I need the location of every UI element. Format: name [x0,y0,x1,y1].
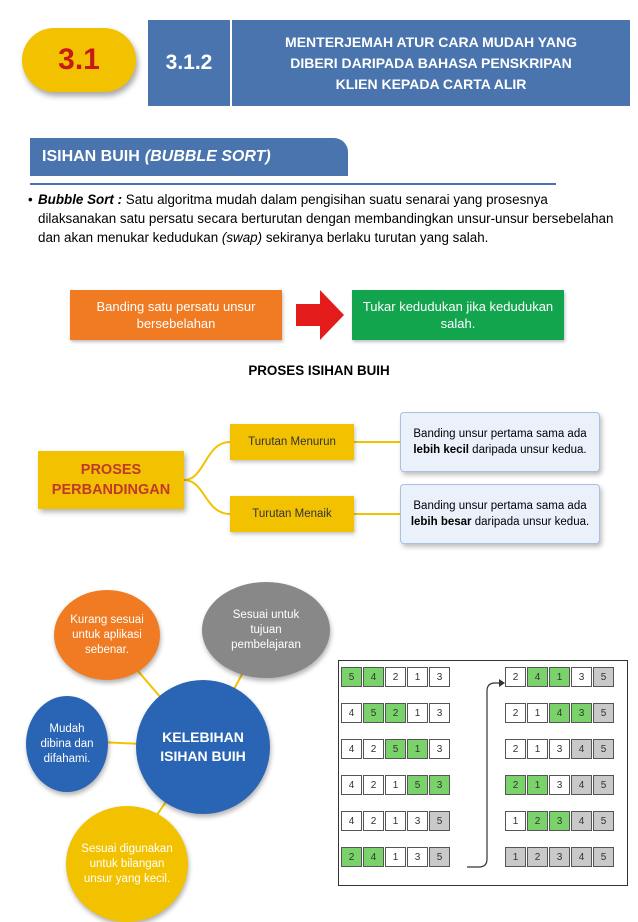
definition-term: Bubble Sort : [38,192,123,207]
sort-cell: 4 [571,739,592,759]
advantage-2-text: Sesuai untuk tujuan pembelajaran [231,608,301,651]
sort-cell: 2 [385,667,406,687]
left-pass-row [341,703,451,723]
sort-cell: 1 [527,703,548,723]
sort-cell: 1 [407,739,428,759]
advantage-3-text: Mudah dibina dan difahami. [40,722,94,765]
section-title-italic: (BUBBLE SORT) [144,148,271,165]
sort-cell: 3 [407,847,428,867]
sort-cell: 1 [407,667,428,687]
sort-cell: 4 [341,703,362,723]
descending-rule-post: daripada unsur kedua. [472,444,587,456]
sort-cell: 2 [363,811,384,831]
sort-cell: 4 [571,847,592,867]
sort-cell: 5 [385,739,406,759]
ascending-order [230,496,354,532]
sort-cell: 5 [593,811,614,831]
sort-cell: 5 [407,775,428,795]
sort-cell: 1 [505,811,526,831]
section-title-main: ISIHAN BUIH [42,148,140,165]
left-pass-row [341,739,451,759]
sort-cell: 3 [571,703,592,723]
definition-swap: (swap) [221,230,263,245]
sort-cell: 5 [593,847,614,867]
left-pass-row [341,775,451,795]
sort-cell: 3 [549,847,570,867]
flow-step-compare-label: Banding satu persatu unsur bersebelahan [96,299,256,331]
sort-cell: 4 [341,811,362,831]
right-pass-row [505,811,615,831]
right-pass-row [505,667,615,687]
sort-cell: 4 [363,667,384,687]
right-pass-row [505,703,615,723]
ascending-rule-bold: lebih besar [410,516,472,528]
sort-cell: 3 [429,739,450,759]
sort-cell: 4 [341,775,362,795]
sort-cell: 2 [527,811,548,831]
sort-cell: 4 [363,847,384,867]
sort-cell: 5 [593,667,614,687]
ascending-rule-post: daripada unsur kedua. [474,516,590,528]
definition-text-2: sekiranya berlaku turutan yang salah. [265,230,489,245]
chapter-number: 3.1 [58,43,100,76]
comparison-root [38,451,184,509]
sort-cell: 1 [407,703,428,723]
sort-cell: 2 [363,739,384,759]
descending-rule-pre: Banding unsur pertama sama ada [413,428,587,440]
sort-cell: 4 [527,667,548,687]
advantage-bubble-2 [202,582,330,678]
header-title-line-2: DIBERI DARIPADA BAHASA PENSKRIPAN [290,54,572,71]
right-pass-row [505,739,615,759]
sort-cell: 5 [363,703,384,723]
sort-cell: 2 [527,847,548,867]
sort-cell: 2 [505,739,526,759]
left-pass-row [341,811,451,831]
left-pass-row [341,667,451,687]
sort-cell: 1 [385,847,406,867]
sort-cell: 2 [363,775,384,795]
header-title-line-1: MENTERJEMAH ATUR CARA MUDAH YANG [285,33,577,50]
advantage-bubble-4 [66,806,188,922]
sort-cell: 3 [549,811,570,831]
sort-cell: 4 [571,775,592,795]
sort-cell: 1 [385,811,406,831]
sort-cell: 2 [505,703,526,723]
comparison-root-label: PROSES PERBANDINGAN [51,462,171,498]
sort-cell: 3 [549,775,570,795]
sort-cell: 1 [527,739,548,759]
advantages-center [136,680,270,814]
sort-cell: 1 [505,847,526,867]
sort-cell: 3 [549,739,570,759]
sort-cell: 3 [429,703,450,723]
sort-cell: 4 [341,739,362,759]
descending-rule [400,412,600,472]
ascending-order-label: Turutan Menaik [252,508,332,520]
sort-cell: 5 [429,847,450,867]
descending-order-label: Turutan Menurun [248,436,336,448]
sort-cell: 4 [549,703,570,723]
sort-cell: 5 [429,811,450,831]
sort-cell: 5 [593,775,614,795]
descending-rule-bold: lebih kecil [413,444,469,456]
right-pass-row [505,775,615,795]
sort-cell: 1 [549,667,570,687]
sort-cell: 5 [593,739,614,759]
advantage-bubble-1 [54,590,160,680]
ascending-rule [400,484,600,544]
sort-cell: 3 [407,811,428,831]
sort-cell: 3 [571,667,592,687]
sort-cell: 2 [505,667,526,687]
advantage-1-text: Kurang sesuai untuk aplikasi sebenar. [70,613,144,656]
flow-step-swap-label: Tukar kedudukan jika kedudukan salah. [362,299,554,331]
sort-cell: 5 [593,703,614,723]
right-pass-row [505,847,615,867]
sort-cell: 3 [429,775,450,795]
process-heading: PROSES ISIHAN BUIH [248,363,390,378]
sort-cell: 2 [505,775,526,795]
bullet-icon: • [28,192,33,207]
sort-cell: 4 [571,811,592,831]
advantage-bubble-3 [26,696,108,792]
subsection-label: 3.1.2 [165,51,213,74]
sort-cell: 2 [341,847,362,867]
sort-cell: 1 [527,775,548,795]
definition-text-1: Satu algoritma mudah dalam pengisihan suatu senarai yang prosesnya dilaksanakan satu persatu secara berturutan dengan membandingkan unsur-unsur bersebelahan dan akan menukar kedudukan [38,192,614,245]
sort-cell: 5 [341,667,362,687]
header-title-line-3: KLIEN KEPADA CARTA ALIR [335,75,527,92]
ascending-rule-pre: Banding unsur pertama sama ada [413,500,587,512]
sort-cell: 1 [385,775,406,795]
sort-cell: 2 [385,703,406,723]
sort-cell: 3 [429,667,450,687]
left-pass-row [341,847,451,867]
advantage-4-text: Sesuai digunakan untuk bilangan unsur yang kecil. [81,842,173,885]
descending-order [230,424,354,460]
bubble-sort-figure [338,660,628,886]
advantages-center-label: KELEBIHAN ISIHAN BUIH [160,729,246,764]
